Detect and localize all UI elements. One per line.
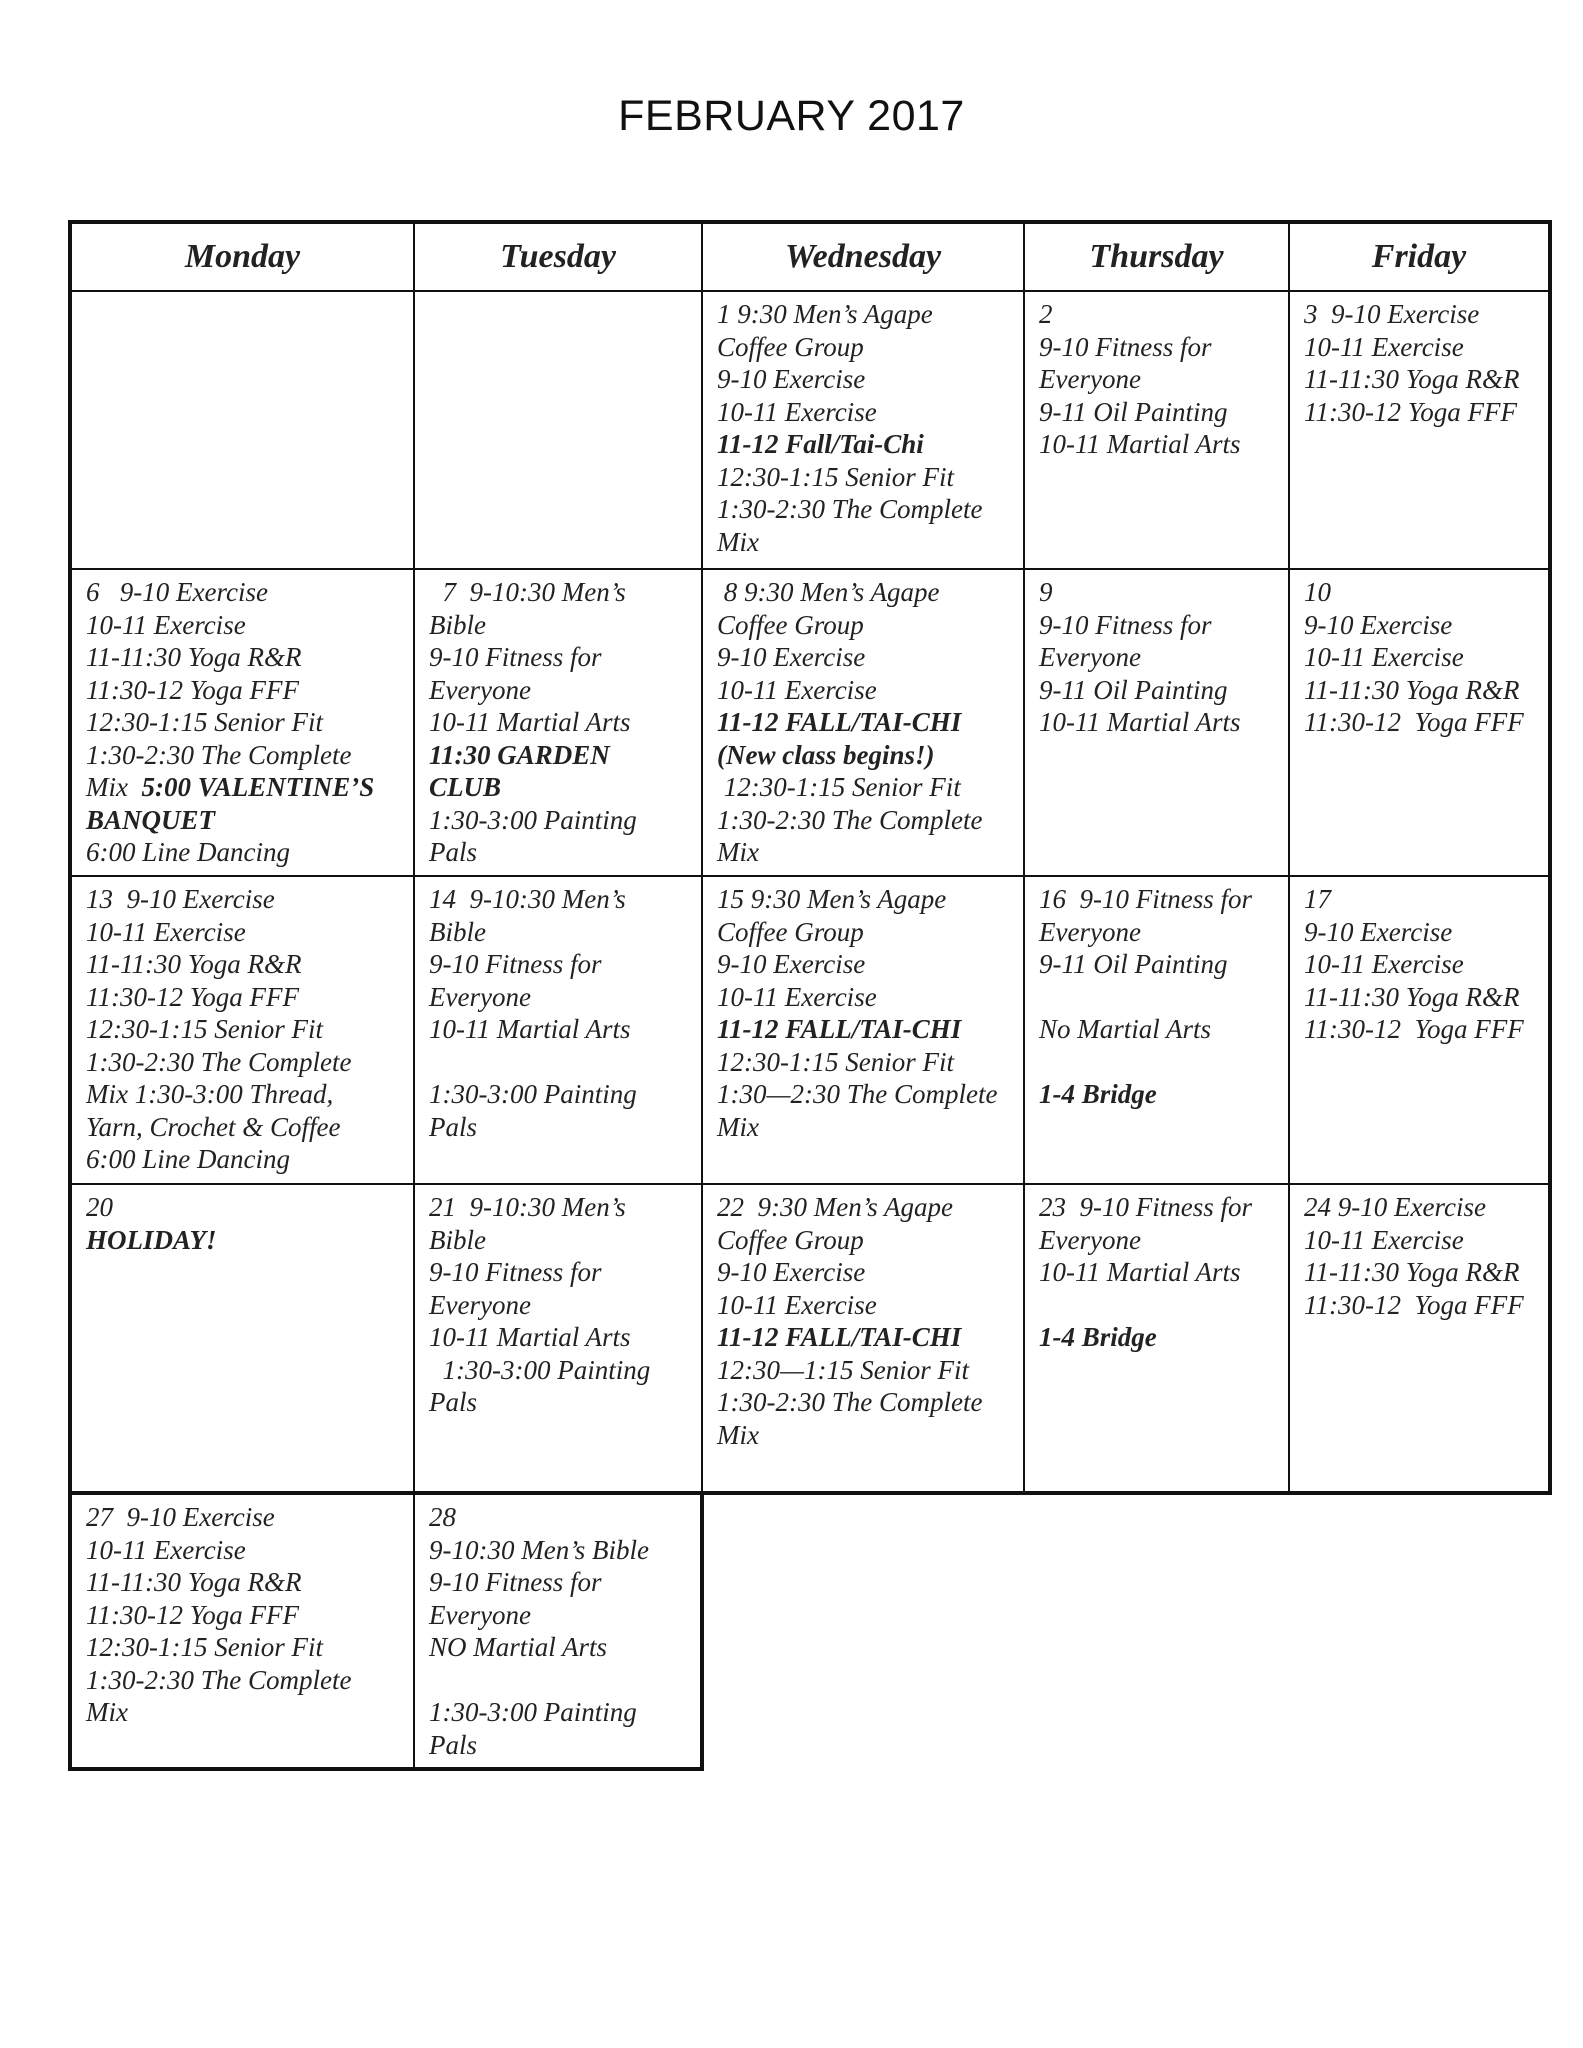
event-line: 3 9-10 Exercise	[1304, 299, 1480, 329]
event-line: 9-10 Exercise	[1304, 916, 1453, 947]
event-line: Coffee Group	[717, 916, 864, 947]
event-line: 11-11:30 Yoga R&R	[1304, 1257, 1520, 1287]
event-line: Coffee Group	[717, 609, 864, 640]
event-line: Everyone	[429, 1289, 531, 1320]
event-line: Mix	[717, 1111, 759, 1142]
event-line: Mix	[86, 1697, 128, 1727]
event-line: No Martial Arts	[1039, 1014, 1212, 1044]
day-cell	[414, 1184, 702, 1493]
event-line: 11:30-12 Yoga FFF	[86, 1599, 299, 1630]
day-cell	[702, 291, 1024, 569]
event-line: 9	[1039, 577, 1053, 607]
event-line: 1:30-2:30 The Complete	[86, 739, 352, 770]
event-line: 10-11 Exercise	[717, 981, 877, 1012]
day-cell	[70, 1493, 414, 1769]
event-line: 11-11:30 Yoga R&R	[1304, 981, 1520, 1012]
event-line	[1039, 1046, 1278, 1079]
event-line: 10-11 Exercise	[1304, 949, 1464, 979]
event-line: 9-10:30 Men’s Bible	[429, 1534, 649, 1565]
event-line: 1-4 Bridge	[1039, 1079, 1157, 1109]
day-cell	[1024, 569, 1289, 876]
event-line: 10-11 Martial Arts	[429, 1014, 631, 1044]
event-line: 10-11 Exercise	[717, 674, 877, 705]
event-line: Everyone	[429, 674, 531, 705]
event-line: 1:30-2:30 The Complete	[717, 804, 983, 835]
event-line: 20	[86, 1192, 113, 1222]
event-line: 12:30-1:15 Senior Fit	[86, 707, 323, 737]
event-line	[1039, 981, 1278, 1014]
event-line: NO Martial Arts	[429, 1632, 608, 1662]
event-line: 9-10 Fitness for	[429, 642, 602, 672]
event-line: 10-11 Exercise	[1304, 331, 1464, 362]
event-line: 9-10 Exercise	[717, 642, 866, 672]
event-line: Everyone	[429, 1599, 531, 1630]
day-cell	[1289, 876, 1550, 1184]
event-line: 12:30-1:15 Senior Fit	[86, 1014, 323, 1044]
event-line: 22 9:30 Men’s Agape	[717, 1192, 953, 1222]
event-line: Pals	[429, 837, 478, 867]
event-line: 10-11 Exercise	[86, 609, 246, 640]
event-line: Everyone	[1039, 1224, 1141, 1255]
event-line: 10-11 Exercise	[1304, 642, 1464, 672]
event-line: 11-12 FALL/TAI-CHI	[717, 1014, 962, 1044]
event-line: 1-4 Bridge	[1039, 1322, 1157, 1352]
event-line: Everyone	[1039, 642, 1141, 672]
event-line: 27 9-10 Exercise	[86, 1502, 275, 1532]
event-line: 9-11 Oil Painting	[1039, 949, 1228, 979]
week-row-4	[70, 1184, 1550, 1493]
event-line: CLUB	[429, 772, 502, 802]
event-line: 14 9-10:30 Men’s	[429, 884, 626, 914]
event-line: 17	[1304, 884, 1331, 914]
event-line: 11-12 FALL/TAI-CHI	[717, 1322, 962, 1352]
event-line: 9-10 Exercise	[717, 949, 866, 979]
weekday-header-row	[70, 222, 1550, 291]
event-line: 1:30—2:30 The Complete	[717, 1079, 998, 1109]
event-line: HOLIDAY!	[86, 1224, 217, 1255]
day-cell	[414, 569, 702, 876]
event-line: 11-11:30 Yoga R&R	[1304, 364, 1520, 394]
day-cell	[414, 1493, 702, 1769]
event-line: 11-12 FALL/TAI-CHI	[717, 707, 962, 737]
event-line: 11:30-12 Yoga FFF	[86, 674, 299, 705]
day-cell	[70, 291, 414, 569]
event-line: 11:30-12 Yoga FFF	[1304, 1289, 1524, 1320]
event-line: 1:30-3:00 Painting	[429, 1697, 637, 1727]
event-line: 1:30-3:00 Painting	[429, 1354, 651, 1385]
empty-space	[1289, 1493, 1550, 1769]
event-line: Mix 1:30-3:00 Thread,	[86, 1079, 334, 1109]
event-line: 10-11 Exercise	[717, 1289, 877, 1320]
event-line: 2	[1039, 299, 1053, 329]
page-title: FEBRUARY 2017	[618, 92, 965, 140]
event-line: 11-11:30 Yoga R&R	[86, 1567, 302, 1597]
event-line: 9-10 Fitness for	[429, 949, 602, 979]
event-line: Mix	[717, 1419, 759, 1450]
event-line: 10-11 Exercise	[717, 396, 877, 427]
event-line: 12:30-1:15 Senior Fit	[717, 461, 954, 492]
event-line: 1:30-2:30 The Complete	[86, 1664, 352, 1695]
event-line: Bible	[429, 1224, 486, 1255]
day-cell	[414, 291, 702, 569]
event-line: 9-10 Fitness for	[429, 1257, 602, 1287]
event-line	[429, 1046, 691, 1079]
event-line: 24 9-10 Exercise	[1304, 1192, 1486, 1222]
event-line: 11-11:30 Yoga R&R	[1304, 674, 1520, 705]
event-line	[86, 771, 403, 804]
day-cell	[1289, 1184, 1550, 1493]
event-line: 6:00 Line Dancing	[86, 837, 290, 867]
header-thursday: Thursday	[1024, 222, 1289, 291]
event-line: 10-11 Martial Arts	[1039, 429, 1241, 459]
event-line: 13 9-10 Exercise	[86, 884, 275, 914]
event-line: 23 9-10 Fitness for	[1039, 1192, 1252, 1222]
event-line: Pals	[429, 1729, 478, 1760]
event-line	[429, 1664, 690, 1697]
day-cell	[414, 876, 702, 1184]
event-line: 10-11 Martial Arts	[429, 1322, 631, 1352]
event-line: 12:30-1:15 Senior Fit	[717, 772, 961, 802]
event-line: 1:30-2:30 The Complete	[86, 1046, 352, 1077]
event-line: 9-10 Exercise	[717, 364, 866, 394]
event-line: 9-10 Fitness for	[429, 1567, 602, 1597]
event-line: Everyone	[1039, 916, 1141, 947]
event-line: 10-11 Exercise	[1304, 1224, 1464, 1255]
event-line: 9-10 Fitness for	[1039, 609, 1212, 640]
event-line: 11:30-12 Yoga FFF	[1304, 707, 1524, 737]
day-cell	[1289, 291, 1550, 569]
event-line: Everyone	[429, 981, 531, 1012]
week-row-5	[70, 1493, 1550, 1769]
event-line: Mix	[717, 526, 759, 557]
event-line: 1:30-2:30 The Complete	[717, 1387, 983, 1417]
event-line: 1 9:30 Men’s Agape	[717, 299, 933, 329]
day-cell	[702, 876, 1024, 1184]
event-line: 12:30-1:15 Senior Fit	[86, 1632, 323, 1662]
event-line: (New class begins!)	[717, 739, 935, 770]
event-line: 11:30-12 Yoga FFF	[1304, 1014, 1524, 1044]
event-line: 28	[429, 1502, 456, 1532]
event-line: 1:30-2:30 The Complete	[717, 494, 983, 524]
event-line-part: 5:00 VALENTINE’S	[141, 772, 375, 802]
day-cell	[1024, 876, 1289, 1184]
event-line: 11-11:30 Yoga R&R	[86, 642, 302, 672]
event-line: 10-11 Martial Arts	[429, 707, 631, 737]
calendar-table	[68, 220, 1552, 1771]
event-line: 9-11 Oil Painting	[1039, 396, 1228, 427]
header-wednesday: Wednesday	[702, 222, 1024, 291]
event-line: 10-11 Martial Arts	[1039, 1257, 1241, 1287]
event-line: 9-10 Fitness for	[1039, 331, 1212, 362]
event-line: 11-11:30 Yoga R&R	[86, 949, 302, 979]
event-line: 9-10 Exercise	[1304, 609, 1453, 640]
event-line: Everyone	[1039, 364, 1141, 394]
event-line: 7 9-10:30 Men’s	[429, 577, 626, 607]
event-line: 8 9:30 Men’s Agape	[717, 577, 940, 607]
event-line-part: Mix	[86, 772, 142, 802]
event-line: 12:30—1:15 Senior Fit	[717, 1354, 969, 1385]
event-line: Bible	[429, 609, 486, 640]
day-cell	[702, 1184, 1024, 1493]
event-line: Pals	[429, 1387, 478, 1417]
day-cell	[70, 876, 414, 1184]
event-line: 1:30-3:00 Painting	[429, 1079, 637, 1109]
event-line: Coffee Group	[717, 331, 864, 362]
event-line: 10	[1304, 577, 1331, 607]
event-line: Mix	[717, 837, 759, 867]
week-row-2	[70, 569, 1550, 876]
event-line: 6:00 Line Dancing	[86, 1144, 290, 1174]
header-tuesday: Tuesday	[414, 222, 702, 291]
empty-space	[702, 1493, 1024, 1769]
event-line: Bible	[429, 916, 486, 947]
day-cell	[70, 1184, 414, 1493]
event-line: Yarn, Crochet & Coffee	[86, 1111, 341, 1142]
event-line: 1:30-3:00 Painting	[429, 804, 637, 835]
event-line: 16 9-10 Fitness for	[1039, 884, 1252, 914]
day-cell	[1289, 569, 1550, 876]
header-monday: Monday	[70, 222, 414, 291]
event-line: 6 9-10 Exercise	[86, 577, 268, 607]
day-cell	[1024, 1184, 1289, 1493]
event-line: 10-11 Exercise	[86, 916, 246, 947]
empty-space	[1024, 1493, 1289, 1769]
event-line: 15 9:30 Men’s Agape	[717, 884, 947, 914]
day-cell	[1024, 291, 1289, 569]
event-line: 10-11 Exercise	[86, 1534, 246, 1565]
event-line: Pals	[429, 1111, 478, 1142]
event-line	[1039, 1289, 1278, 1322]
day-cell	[70, 569, 414, 876]
event-line: Coffee Group	[717, 1224, 864, 1255]
event-line: 11-12 Fall/Tai-Chi	[717, 429, 924, 459]
week-row-1	[70, 291, 1550, 569]
day-cell	[702, 569, 1024, 876]
event-line: 9-10 Exercise	[717, 1257, 866, 1287]
event-line: 11:30-12 Yoga FFF	[86, 981, 299, 1012]
header-friday: Friday	[1289, 222, 1550, 291]
event-line: 12:30-1:15 Senior Fit	[717, 1046, 954, 1077]
week-row-3	[70, 876, 1550, 1184]
event-line: 21 9-10:30 Men’s	[429, 1192, 626, 1222]
event-line: 11:30 GARDEN	[429, 739, 610, 770]
event-line: BANQUET	[86, 804, 216, 835]
event-line: 11:30-12 Yoga FFF	[1304, 396, 1517, 427]
event-line: 9-11 Oil Painting	[1039, 674, 1228, 705]
event-line: 10-11 Martial Arts	[1039, 707, 1241, 737]
